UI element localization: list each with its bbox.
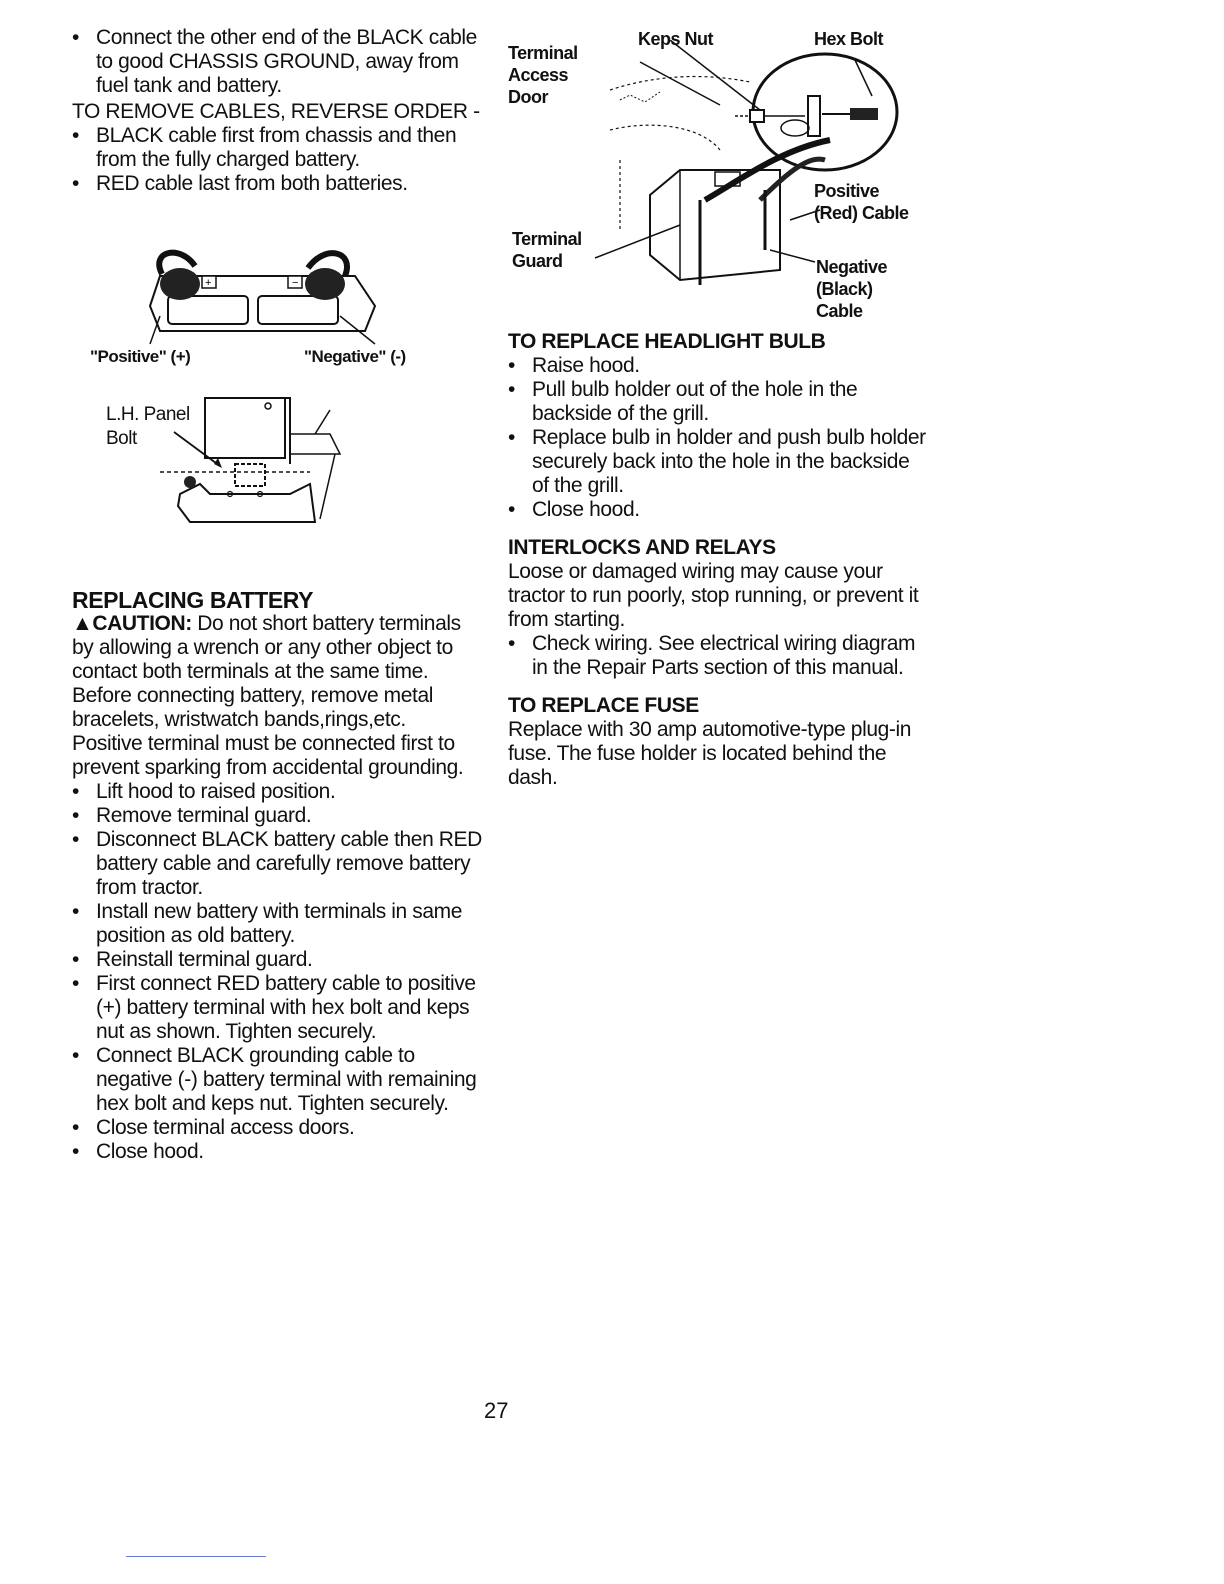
left-column-top xyxy=(72,26,482,196)
interlocks-heading: INTERLOCKS AND RELAYS xyxy=(508,536,776,559)
step-5: • Reinstall terminal guard. xyxy=(72,948,482,972)
replacing-battery-heading: REPLACING BATTERY xyxy=(72,587,314,613)
negative-cable-label: Negative (Black) Cable xyxy=(816,257,888,321)
caution-text: Do not short battery terminals by allowing a wrench or any other object to contact both terminals at the same time. Before connecting battery, remove metal bracelets, wristwatch bands,rings,etc. xyxy=(72,612,461,731)
panel-base xyxy=(178,484,315,522)
interlocks-text: Loose or damaged wiring may cause your tractor to run poorly, stop running, or prevent it from starting. xyxy=(508,560,919,631)
minus-symbol: − xyxy=(292,277,299,289)
interlocks-bullet: • Check wiring. See electrical wiring diagram in the Repair Parts section of this manual. xyxy=(508,632,928,680)
step-3: • Disconnect BLACK battery cable then RED battery cable and carefully remove battery from tractor. xyxy=(72,828,482,900)
keps-nut-label: Keps Nut xyxy=(638,29,714,49)
step-8: • Close terminal access doors. xyxy=(72,1116,482,1140)
positive-label: "Positive" (+) xyxy=(90,347,191,366)
lh-panel xyxy=(205,398,285,458)
hex-bolt-label: Hex Bolt xyxy=(814,29,884,49)
remove-cables-heading: TO REMOVE CABLES, REVERSE ORDER - xyxy=(72,100,480,123)
fuse-heading: TO REPLACE FUSE xyxy=(508,694,699,717)
headlight-step-2: • Pull bulb holder out of the hole in the backside of the grill. xyxy=(508,378,928,426)
positive-note: Positive terminal must be connected first to prevent sparking from accidental grounding. xyxy=(72,732,464,779)
headlight-step-4: • Close hood. xyxy=(508,498,928,522)
intro-bullet: • Connect the other end of the BLACK cable to good CHASSIS GROUND, away from fuel tank and battery. xyxy=(72,26,482,98)
step-1: • Lift hood to raised position. xyxy=(72,780,482,804)
caution-paragraph xyxy=(72,612,482,732)
bolt-head xyxy=(184,476,196,488)
plus-symbol: + xyxy=(205,277,212,289)
step-2: • Remove terminal guard. xyxy=(72,804,482,828)
panel-label: L.H. Panel xyxy=(106,404,190,425)
remove-bullet-1: • BLACK cable first from chassis and then from the fully charged battery. xyxy=(72,124,482,172)
positive-terminal-clamp xyxy=(160,268,200,300)
battery-cell-left xyxy=(168,296,248,324)
caution-symbol-icon: ▲ xyxy=(72,612,93,635)
bolt-label: Bolt xyxy=(106,428,137,449)
footer-rule xyxy=(126,1556,266,1557)
step-7: • Connect BLACK grounding cable to negative (-) battery terminal with remaining hex bolt and keps nut. Tighten securely. xyxy=(72,1044,482,1116)
headlight-step-3: • Replace bulb in holder and push bulb holder securely back into the hole in the backside of the grill. xyxy=(508,426,928,498)
headlight-heading: TO REPLACE HEADLIGHT BULB xyxy=(508,330,826,353)
remove-bullet-2: • RED cable last from both batteries. xyxy=(72,172,482,196)
headlight-step-1: • Raise hood. xyxy=(508,354,928,378)
step-4: • Install new battery with terminals in same position as old battery. xyxy=(72,900,482,948)
caution-label: CAUTION: xyxy=(92,612,192,635)
step-9: • Close hood. xyxy=(72,1140,482,1164)
negative-terminal-clamp xyxy=(305,268,345,300)
battery-cell-right xyxy=(258,296,338,324)
step-6: • First connect RED battery cable to positive (+) battery terminal with hex bolt and keps nut as shown. Tighten securely. xyxy=(72,972,482,1044)
battery-terminals-figure xyxy=(140,246,390,346)
terminal-access-door-label: Terminal Access Door xyxy=(508,43,578,107)
terminal-guard-label: Terminal Guard xyxy=(512,229,582,271)
negative-label: "Negative" (-) xyxy=(304,347,406,366)
fuse-text: Replace with 30 amp automotive-type plug-in fuse. The fuse holder is located behind the dash. xyxy=(508,718,912,789)
right-column xyxy=(508,330,928,790)
page-number: 27 xyxy=(484,1398,509,1423)
bolt-leader xyxy=(174,432,220,466)
positive-cable-label: Positive (Red) Cable xyxy=(814,181,909,223)
replacing-battery-section xyxy=(72,588,482,1164)
